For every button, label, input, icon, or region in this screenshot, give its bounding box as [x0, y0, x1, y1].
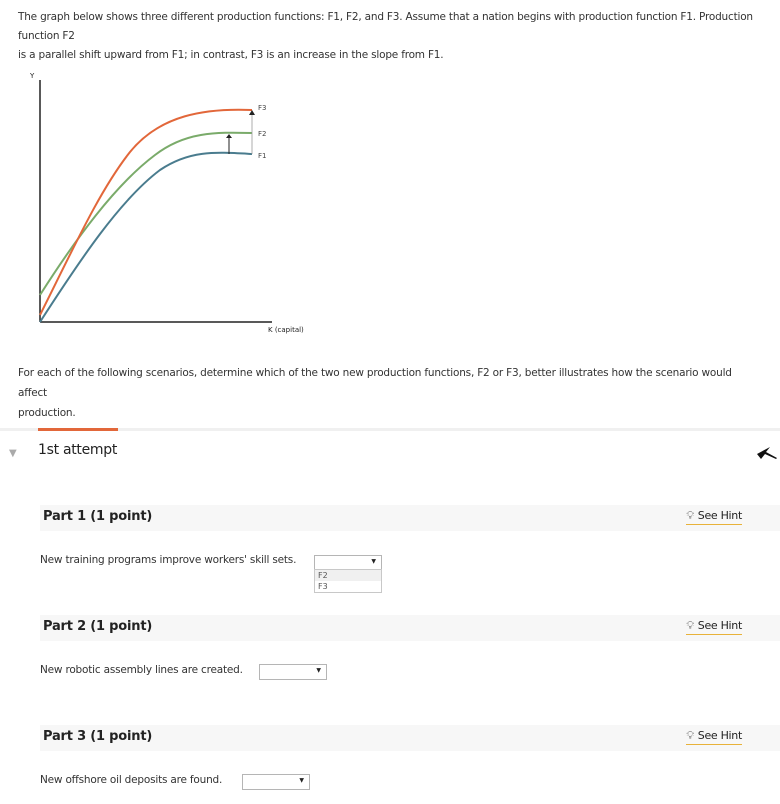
- curve-f3: [40, 110, 252, 315]
- part-3-title: Part 3 (1 point): [43, 729, 153, 744]
- part-1-header: [40, 505, 780, 531]
- intro-text: [18, 8, 763, 65]
- part-2-title: Part 2 (1 point): [43, 619, 153, 634]
- chevron-down-icon[interactable]: ▼: [9, 448, 17, 459]
- dropdown-option-f2[interactable]: F2: [315, 570, 381, 581]
- part-1-question: New training programs improve workers' skill sets.: [40, 554, 297, 566]
- label-f1: F1: [258, 152, 267, 160]
- attempt-label[interactable]: 1st attempt: [38, 442, 118, 458]
- dropdown-arrow-icon: ▼: [371, 558, 376, 565]
- scenario-instructions: [18, 363, 758, 423]
- dropdown-arrow-icon: ▼: [316, 667, 321, 674]
- part-1-title: Part 1 (1 point): [43, 509, 153, 524]
- part-2-header: [40, 615, 780, 641]
- curve-f2: [40, 133, 252, 295]
- part-2-select[interactable]: [259, 664, 327, 680]
- y-axis-label: Y: [30, 72, 35, 80]
- intro-line-2: is a parallel shift upward from F1; in contrast, F3 is an increase in the slope from F1.: [18, 49, 444, 61]
- part-2-hint-link[interactable]: [686, 619, 742, 635]
- part-1-dropdown-list: [314, 569, 382, 593]
- part-2-question: New robotic assembly lines are created.: [40, 664, 243, 676]
- part-2-hint-label: See Hint: [697, 619, 742, 632]
- part-3-question: New offshore oil deposits are found.: [40, 774, 223, 786]
- mouse-cursor-icon: [756, 446, 778, 460]
- intro-line-1: The graph below shows three different production functions: F1, F2, and F3. Assume that a nation begins with production function F1. Production function F2: [18, 11, 753, 42]
- label-f3: F3: [258, 104, 267, 112]
- production-function-graph: [20, 70, 340, 350]
- dropdown-arrow-icon: ▼: [299, 777, 304, 784]
- attempt-tab-indicator: [38, 428, 118, 431]
- lightbulb-icon: 💡︎: [686, 729, 694, 742]
- part-3-header: [40, 725, 780, 751]
- x-axis-label: K (capital): [268, 326, 304, 334]
- curve-f1: [40, 153, 252, 322]
- part-3-select[interactable]: [242, 774, 310, 790]
- scenario-line-2: production.: [18, 407, 76, 419]
- lightbulb-icon: 💡︎: [686, 509, 694, 522]
- part-1-hint-label: See Hint: [697, 509, 742, 522]
- dropdown-option-f3[interactable]: F3: [318, 582, 328, 591]
- shift-arrow-up-icon: [226, 134, 232, 138]
- part-1-hint-link[interactable]: [686, 509, 742, 525]
- scenario-line-1: For each of the following scenarios, determine which of the two new production functions, F2 or F3, better illustrates how the scenario would affect: [18, 367, 732, 399]
- part-3-hint-link[interactable]: [686, 729, 742, 745]
- label-f2: F2: [258, 130, 267, 138]
- lightbulb-icon: 💡︎: [686, 619, 694, 632]
- part-3-hint-label: See Hint: [697, 729, 742, 742]
